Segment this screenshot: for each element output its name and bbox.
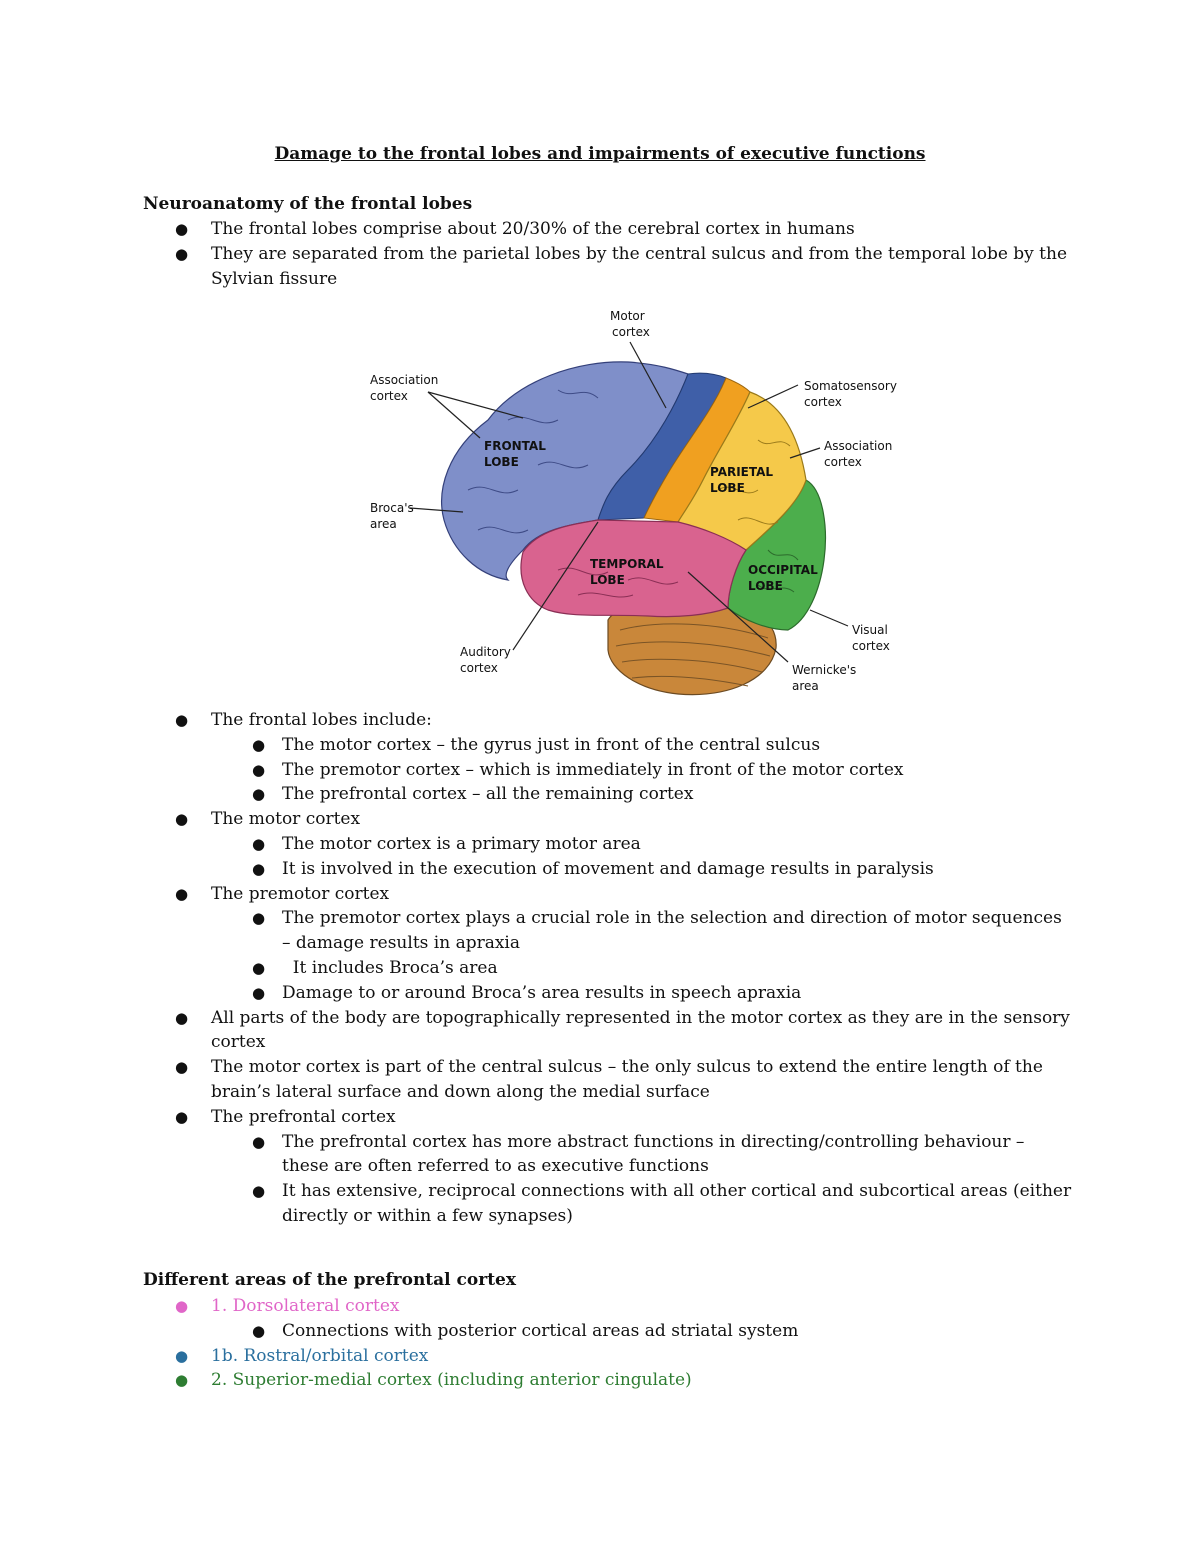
svg-text:cortex: cortex: [804, 395, 842, 409]
bullet-icon: ●: [252, 909, 266, 928]
bullet-list-intro: [0, 217, 1200, 291]
bullet-icon: ●: [252, 1182, 266, 1201]
bullet-icon: ●: [175, 1107, 189, 1126]
section-heading-prefrontal-areas: Different areas of the prefrontal cortex: [143, 1270, 517, 1290]
list-item: ● It has extensive, reciprocal connections with all other cortical and subcortical areas (either directly or within a few synapses): [252, 1181, 1072, 1226]
bullet-icon: ●: [175, 1297, 189, 1315]
label-auditory-cortex: Auditory: [460, 645, 511, 659]
bullet-icon: ●: [252, 834, 266, 853]
bullet-icon: ●: [175, 884, 189, 903]
list-item: ● The premotor cortex: [0, 882, 1071, 907]
list-item: ● They are separated from the parietal lobes by the central sulcus and from the temporal lobe by the Sylvian fissure: [175, 243, 1068, 289]
list-item: ● The motor cortex: [0, 807, 1071, 832]
list-item: ● Damage to or around Broca’s area results in speech apraxia: [0, 981, 1072, 1006]
list-item: ● The frontal lobes comprise about 20/30% of the cerebral cortex in humans: [0, 217, 1071, 242]
bullet-icon: ●: [252, 859, 266, 878]
label-association-cortex-right: Association: [824, 439, 893, 453]
list-item: ● The premotor cortex plays a crucial role in the selection and direction of motor sequences – damage results in apraxia: [252, 908, 1062, 954]
label-occipital-lobe: OCCIPITAL: [748, 563, 818, 577]
bullet-icon: ●: [252, 958, 266, 977]
list-item: ● The premotor cortex – which is immediately in front of the motor cortex: [0, 758, 1072, 783]
list-item: ● The prefrontal cortex – all the remaining cortex: [0, 782, 1072, 807]
bullet-list-prefrontal: [0, 1294, 1200, 1393]
section-heading-neuroanatomy: Neuroanatomy of the frontal lobes: [143, 194, 473, 214]
bullet-icon: ●: [175, 220, 189, 238]
list-item: ● 2. Superior-medial cortex (including anterior cingulate): [0, 1368, 1071, 1393]
bullet-icon: ●: [252, 983, 266, 1002]
bullet-icon: ●: [175, 1008, 189, 1027]
label-brocas-area: Broca's: [370, 501, 414, 515]
svg-text:cortex: cortex: [612, 325, 650, 339]
document-title: Damage to the frontal lobes and impairments of executive functions: [274, 144, 926, 164]
list-item: ● 1. Dorsolateral cortex: [0, 1294, 1071, 1319]
list-item: ● Connections with posterior cortical areas ad striatal system: [0, 1319, 1072, 1344]
svg-text:cortex: cortex: [460, 661, 498, 675]
bullet-icon: ●: [175, 711, 189, 729]
svg-text:area: area: [792, 679, 819, 693]
list-item: ● The prefrontal cortex has more abstract functions in directing/controlling behaviour – these are often referred to as executive functions: [252, 1131, 1025, 1177]
bullet-icon: ●: [175, 1346, 189, 1365]
bullet-icon: ●: [175, 244, 189, 263]
bullet-icon: ●: [175, 810, 189, 829]
label-somatosensory-cortex: Somatosensory: [804, 379, 897, 393]
bullet-list-main: [0, 708, 1200, 1229]
list-item: ● The frontal lobes include:: [0, 708, 1071, 733]
brain-illustration: [358, 290, 914, 702]
bullet-icon: ●: [252, 735, 266, 754]
bullet-icon: ●: [252, 1132, 266, 1151]
svg-text:LOBE: LOBE: [710, 481, 745, 495]
bullet-icon: ●: [175, 1371, 189, 1390]
svg-text:area: area: [370, 517, 397, 531]
list-item: ● The motor cortex is part of the central sulcus – the only sulcus to extend the entire length of the brain’s lateral surface and down along the medial surface: [175, 1057, 1043, 1102]
label-wernickes-area: Wernicke's: [792, 663, 857, 677]
bullet-icon: ●: [252, 1321, 266, 1340]
svg-text:LOBE: LOBE: [590, 573, 625, 587]
list-item: ● The prefrontal cortex: [0, 1105, 1071, 1130]
list-item: ● It includes Broca’s area: [0, 956, 1072, 981]
svg-text:cortex: cortex: [852, 639, 890, 653]
svg-text:cortex: cortex: [370, 389, 408, 403]
label-motor-cortex: Motor: [610, 309, 645, 323]
brain-diagram: [358, 290, 914, 702]
bullet-icon: ●: [252, 760, 266, 779]
label-visual-cortex: Visual: [852, 623, 888, 637]
label-temporal-lobe: TEMPORAL: [590, 557, 664, 571]
list-item: ● All parts of the body are topographically represented in the motor cortex as they are in the sensory cortex: [175, 1007, 1070, 1053]
label-frontal-lobe: FRONTAL: [484, 439, 546, 453]
list-item: ● It is involved in the execution of movement and damage results in paralysis: [0, 857, 1072, 882]
svg-text:LOBE: LOBE: [748, 579, 783, 593]
list-item: ● The motor cortex – the gyrus just in front of the central sulcus: [0, 733, 1072, 758]
list-item: ● The motor cortex is a primary motor area: [0, 832, 1072, 857]
svg-text:LOBE: LOBE: [484, 455, 519, 469]
bullet-icon: ●: [175, 1058, 189, 1077]
svg-text:cortex: cortex: [824, 455, 862, 469]
label-association-cortex-left: Association: [370, 373, 439, 387]
bullet-icon: ●: [252, 785, 266, 804]
list-item: ● 1b. Rostral/orbital cortex: [0, 1344, 1071, 1369]
label-parietal-lobe: PARIETAL: [710, 465, 774, 479]
